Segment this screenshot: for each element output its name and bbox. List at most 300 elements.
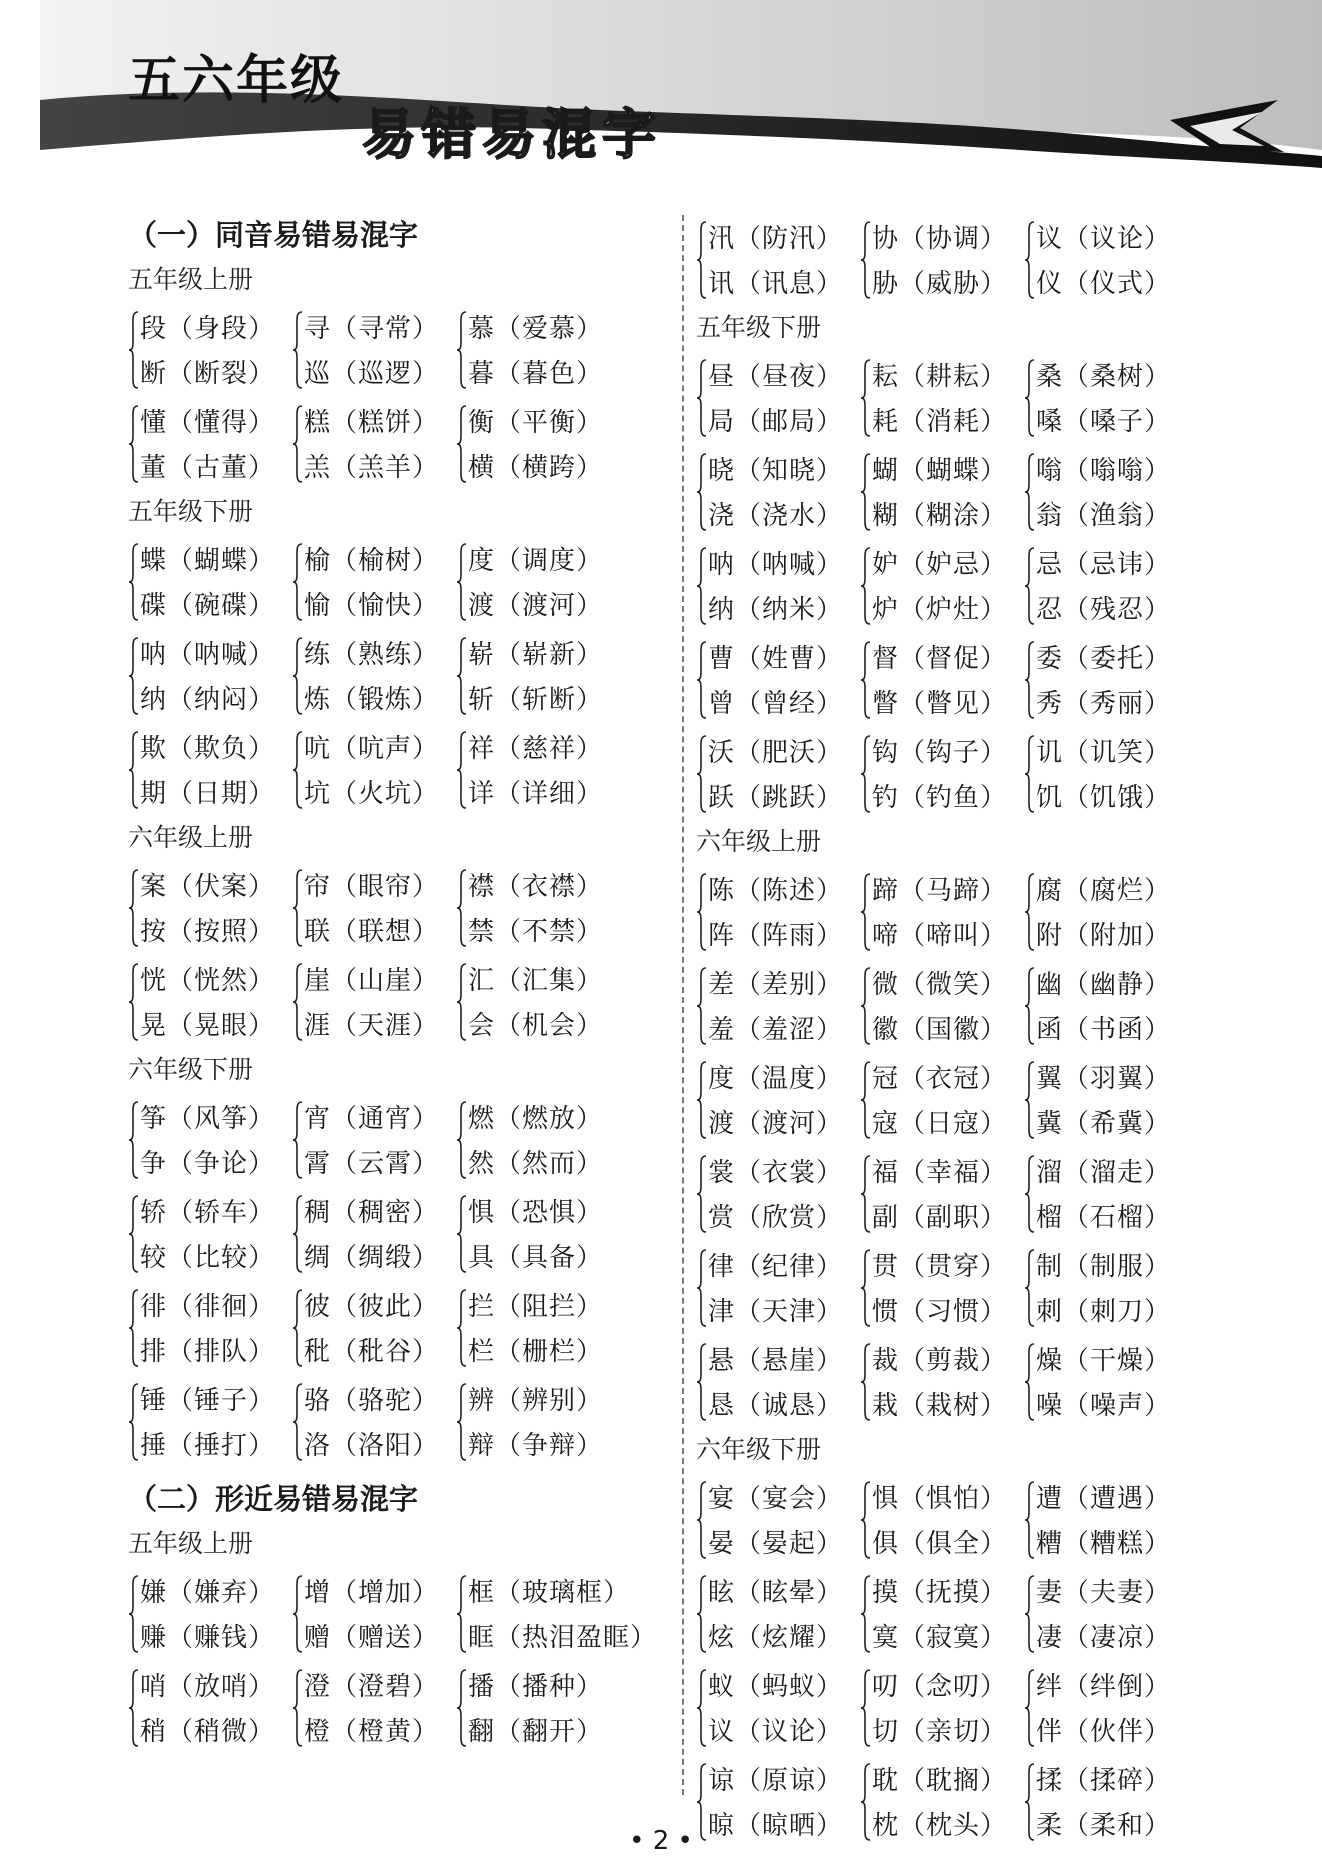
section-similar-shapes [128,1522,668,1754]
word-entry: 蹄（马蹄） [872,876,1008,906]
brace-icon [292,1100,304,1180]
brace-icon [456,1100,468,1180]
brace-icon [456,542,468,622]
brace-icon [696,1668,708,1748]
brace-icon [860,220,872,300]
word-entry: 钓（钓鱼） [872,783,1008,813]
word-entry: 曹（姓曹） [708,644,844,674]
word-entry: 晓（知晓） [708,456,844,486]
word-row [128,1374,668,1468]
word-row [128,1280,668,1374]
word-entry: 溜（溜走） [1036,1158,1172,1188]
word-entry: 栽（栽树） [872,1391,1008,1421]
word-entry: 局（邮局） [708,407,844,437]
brace-icon [1024,1342,1036,1422]
word-entry: 翻（翻开） [468,1717,604,1747]
word-row [696,1566,1296,1660]
word-entry: 跃（跳跃） [708,783,844,813]
brace-icon [456,310,468,390]
word-entry: 秕（秕谷） [304,1337,440,1367]
word-entry: 蝴（蝴蝶） [872,456,1008,486]
word-pair [696,1566,860,1660]
word-pair [1024,1472,1188,1566]
word-entry: 糊（糊涂） [872,501,1008,531]
word-entry: 噪（噪声） [1036,1391,1172,1421]
word-pair [860,1472,1024,1566]
word-entry: 断（断裂） [140,359,276,389]
brace-icon [128,636,140,716]
word-entry: 督（督促） [872,644,1008,674]
grade-heading: 五年级下册 [696,313,822,342]
word-entry: 徽（国徽） [872,1015,1008,1045]
brace-icon [456,730,468,810]
word-entry: 洛（洛阳） [304,1431,440,1461]
word-pair [456,1092,620,1186]
brace-icon [1024,1248,1036,1328]
brace-icon [1024,220,1036,300]
word-entry: 炫（炫耀） [708,1623,844,1653]
word-pair [292,954,456,1048]
word-entry: 裳（衣裳） [708,1158,844,1188]
word-pair [1024,1240,1188,1334]
word-pair [860,538,1024,632]
word-entry: 寇（日寇） [872,1109,1008,1139]
word-entry: 胁（威胁） [872,269,1008,299]
word-pair [292,1280,456,1374]
left-column [128,210,668,1754]
word-entry: 稍（稍微） [140,1717,276,1747]
brace-icon [292,404,304,484]
word-entry: 慕（爱慕） [468,314,604,344]
word-entry: 栏（栅栏） [468,1337,604,1367]
brace-icon [1024,1060,1036,1140]
word-pair [696,1146,860,1240]
word-pair [456,628,620,722]
word-pair [860,350,1024,444]
word-entry: 斩（斩断） [468,685,604,715]
word-entry: 羔（羔羊） [304,453,440,483]
brace-icon [1024,546,1036,626]
word-row [128,1092,668,1186]
word-pair [860,444,1024,538]
word-pair [1024,958,1188,1052]
brace-icon [860,640,872,720]
header-banner [40,0,1322,190]
word-entry: 耘（耕耘） [872,362,1008,392]
word-entry: 禁（不禁） [468,917,604,947]
word-entry: 巡（巡逻） [304,359,440,389]
brace-icon [696,1154,708,1234]
word-entry: 遭（遭遇） [1036,1484,1172,1514]
word-pair [292,1092,456,1186]
word-entry: 妒（妒忌） [872,550,1008,580]
word-entry: 钩（钩子） [872,738,1008,768]
brace-icon [1024,1154,1036,1234]
word-entry: 框（玻璃框） [468,1578,631,1608]
word-pair [456,302,620,396]
word-pair [1024,1566,1188,1660]
word-entry: 嗓（嗓子） [1036,407,1172,437]
word-row [696,958,1296,1052]
brace-icon [696,872,708,952]
word-row [128,860,668,954]
word-pair [696,1660,860,1754]
word-pair [696,864,860,958]
word-entry: 祥（慈祥） [468,734,604,764]
word-entry: 崭（崭新） [468,640,604,670]
word-entry: 差（差别） [708,970,844,1000]
brace-icon [696,452,708,532]
word-entry: 榆（榆树） [304,546,440,576]
word-entry: 吭（吭声） [304,734,440,764]
word-pair [860,1566,1024,1660]
brace-icon [696,640,708,720]
word-entry: 按（按照） [140,917,276,947]
word-entry: 揉（揉碎） [1036,1766,1172,1796]
word-pair [696,1052,860,1146]
word-entry: 骆（骆驼） [304,1386,440,1416]
brace-icon [860,1668,872,1748]
word-pair [456,1186,620,1280]
page-subtitle: 易错易混字 [362,103,662,166]
word-pair [456,860,620,954]
word-entry: 悬（悬崖） [708,1346,844,1376]
word-pair [860,212,1024,306]
word-entry: 崖（山崖） [304,966,440,996]
brace-icon [292,868,304,948]
word-entry: 绊（绊倒） [1036,1672,1172,1702]
word-entry: 播（播种） [468,1672,604,1702]
brace-icon [292,730,304,810]
brace-icon [292,1288,304,1368]
brace-icon [292,1574,304,1654]
word-pair [860,1052,1024,1146]
brace-icon [860,734,872,814]
word-entry: 橙（橙黄） [304,1717,440,1747]
brace-icon [128,1574,140,1654]
word-entry: 排（排队） [140,1337,276,1367]
brace-icon [860,1480,872,1560]
word-entry: 呐（呐喊） [708,550,844,580]
word-entry: 争（争论） [140,1149,276,1179]
word-entry: 津（天津） [708,1297,844,1327]
word-entry: 燃（燃放） [468,1104,604,1134]
word-entry: 练（熟练） [304,640,440,670]
word-entry: 霄（云霄） [304,1149,440,1179]
brace-icon [1024,1480,1036,1560]
word-entry: 会（机会） [468,1011,604,1041]
word-pair [696,350,860,444]
word-entry: 俱（俱全） [872,1529,1008,1559]
brace-icon [456,868,468,948]
word-entry: 仪（仪式） [1036,269,1172,299]
word-entry: 汇（汇集） [468,966,604,996]
word-entry: 耗（消耗） [872,407,1008,437]
word-pair [128,954,292,1048]
word-entry: 衡（平衡） [468,408,604,438]
page-number: • 2 • [629,1826,693,1856]
word-pair [292,860,456,954]
word-pair [860,864,1024,958]
word-row [696,1240,1296,1334]
word-entry: 坑（火坑） [304,779,440,809]
word-pair [128,860,292,954]
brace-icon [696,220,708,300]
word-pair [696,1472,860,1566]
word-pair [1024,1052,1188,1146]
brace-icon [292,310,304,390]
word-entry: 摸（抚摸） [872,1578,1008,1608]
word-entry: 愉（愉快） [304,591,440,621]
word-pair [1024,350,1188,444]
word-entry: 宴（宴会） [708,1484,844,1514]
word-pair [128,1660,292,1754]
word-entry: 捶（捶打） [140,1431,276,1461]
brace-icon [696,1060,708,1140]
word-row [128,722,668,816]
word-pair [1024,1660,1188,1754]
word-row [128,302,668,396]
word-entry: 度（温度） [708,1064,844,1094]
word-entry: 晃（晃眼） [140,1011,276,1041]
word-entry: 碟（碗碟） [140,591,276,621]
word-entry: 浇（浇水） [708,501,844,531]
word-entry: 锤（锤子） [140,1386,276,1416]
word-pair [456,1280,620,1374]
word-entry: 嫌（嫌弃） [140,1578,276,1608]
brace-icon [456,1668,468,1748]
brace-icon [456,1194,468,1274]
right-column [696,212,1296,1848]
word-pair [1024,632,1188,726]
word-row [696,1472,1296,1566]
word-entry: 寻（寻常） [304,314,440,344]
word-entry: 瞥（瞥见） [872,689,1008,719]
word-entry: 宵（通宵） [304,1104,440,1134]
word-entry: 度（调度） [468,546,604,576]
word-pair [696,538,860,632]
grade-heading: 五年级上册 [128,265,254,294]
word-entry: 忍（残忍） [1036,595,1172,625]
word-entry: 横（横跨） [468,453,604,483]
word-entry: 羞（羞涩） [708,1015,844,1045]
word-pair [128,396,292,490]
brace-icon [128,1382,140,1462]
word-entry: 柔（柔和） [1036,1811,1172,1841]
word-pair [696,212,860,306]
word-entry: 冀（希冀） [1036,1109,1172,1139]
brace-icon [456,636,468,716]
grade-heading: 六年级上册 [696,827,822,856]
brace-icon [292,542,304,622]
brace-icon [860,452,872,532]
word-entry: 联（联想） [304,917,440,947]
word-pair [1024,726,1188,820]
word-entry: 董（古董） [140,453,276,483]
brace-icon [860,1248,872,1328]
word-entry: 蝶（蝴蝶） [140,546,276,576]
word-pair [292,396,456,490]
word-entry: 切（亲切） [872,1717,1008,1747]
brace-icon [696,734,708,814]
word-row [696,212,1296,306]
word-entry: 懂（懂得） [140,408,276,438]
continued-rows [696,212,1296,306]
word-pair [1024,538,1188,632]
word-row [128,396,668,490]
word-entry: 恍（恍然） [140,966,276,996]
word-entry: 纳（纳闷） [140,685,276,715]
word-pair [860,726,1024,820]
brace-icon [860,1060,872,1140]
word-entry: 彼（彼此） [304,1292,440,1322]
word-pair [696,1240,860,1334]
brace-icon [696,1480,708,1560]
brace-icon [1024,640,1036,720]
word-entry: 绸（绸缎） [304,1243,440,1273]
word-entry: 翁（渔翁） [1036,501,1172,531]
brace-icon [128,1668,140,1748]
word-entry: 伴（伙伴） [1036,1717,1172,1747]
word-pair [292,302,456,396]
word-pair [292,1186,456,1280]
word-entry: 啼（啼叫） [872,921,1008,951]
word-pair [292,534,456,628]
brace-icon [292,1668,304,1748]
word-entry: 纳（纳米） [708,595,844,625]
word-row [128,954,668,1048]
word-pair [128,1374,292,1468]
column-divider [682,215,684,1795]
word-pair [860,1240,1024,1334]
word-entry: 晏（晏起） [708,1529,844,1559]
word-row [696,538,1296,632]
word-entry: 律（纪律） [708,1252,844,1282]
brace-icon [1024,452,1036,532]
word-entry: 案（伏案） [140,872,276,902]
word-pair [128,534,292,628]
section-title: （一）同音易错易混字 [128,218,419,252]
word-entry: 糟（糟糕） [1036,1529,1172,1559]
brace-icon [456,962,468,1042]
word-pair [860,958,1024,1052]
brace-icon [860,1154,872,1234]
brace-icon [860,546,872,626]
word-entry: 榴（石榴） [1036,1203,1172,1233]
word-entry: 襟（衣襟） [468,872,604,902]
word-entry: 段（身段） [140,314,276,344]
word-entry: 欺（欺负） [140,734,276,764]
word-entry: 谅（原谅） [708,1766,844,1796]
word-pair [456,1660,620,1754]
word-entry: 议（议论） [708,1717,844,1747]
section-title: （二）形近易错易混字 [128,1482,419,1516]
word-entry: 函（书函） [1036,1015,1172,1045]
word-row [128,1566,668,1660]
word-entry: 汛（防汛） [708,224,844,254]
word-pair [860,632,1024,726]
word-entry: 惧（恐惧） [468,1198,604,1228]
brace-icon [292,1382,304,1462]
word-entry: 裁（剪裁） [872,1346,1008,1376]
word-pair [696,726,860,820]
brace-icon [1024,872,1036,952]
word-pair [860,1660,1024,1754]
word-entry: 辨（辨别） [468,1386,604,1416]
word-entry: 饥（饥饿） [1036,783,1172,813]
word-entry: 惯（习惯） [872,1297,1008,1327]
word-pair [128,722,292,816]
word-entry: 糕（糕饼） [304,408,440,438]
word-pair [1024,444,1188,538]
word-entry: 忌（忌讳） [1036,550,1172,580]
word-pair [292,1660,456,1754]
word-entry: 陈（陈述） [708,876,844,906]
word-pair [456,534,620,628]
word-entry: 凄（凄凉） [1036,1623,1172,1653]
brace-icon [128,1288,140,1368]
brace-icon [128,404,140,484]
word-pair [128,1280,292,1374]
word-entry: 然（然而） [468,1149,604,1179]
word-entry: 赠（赠送） [304,1623,440,1653]
brace-icon [128,310,140,390]
word-pair [128,1566,292,1660]
brace-icon [696,1574,708,1654]
word-pair [456,396,620,490]
word-pair [1024,864,1188,958]
word-pair [860,1146,1024,1240]
word-row [128,1660,668,1754]
page-title: 五六年级 [128,51,345,111]
word-entry: 沃（肥沃） [708,738,844,768]
word-pair [456,1374,620,1468]
word-entry: 较（比较） [140,1243,276,1273]
word-entry: 辩（争辩） [468,1431,604,1461]
word-entry: 期（日期） [140,779,276,809]
word-pair [696,444,860,538]
word-entry: 哨（放哨） [140,1672,276,1702]
word-entry: 澄（澄碧） [304,1672,440,1702]
word-entry: 燥（干燥） [1036,1346,1172,1376]
word-entry: 耽（耽搁） [872,1766,1008,1796]
word-pair [292,1374,456,1468]
brace-icon [1024,1574,1036,1654]
word-row [696,632,1296,726]
section-homophones [128,258,668,1468]
word-entry: 眶（热泪盈眶） [468,1623,658,1653]
word-entry: 叨（念叨） [872,1672,1008,1702]
brace-icon [456,1288,468,1368]
brace-icon [292,636,304,716]
brace-icon [696,966,708,1046]
word-entry: 议（议论） [1036,224,1172,254]
grade-heading: 六年级下册 [128,1055,254,1084]
word-entry: 枕（枕头） [872,1811,1008,1841]
word-entry: 帘（眼帘） [304,872,440,902]
word-entry: 腐（腐烂） [1036,876,1172,906]
word-entry: 桑（桑树） [1036,362,1172,392]
word-entry: 拦（阻拦） [468,1292,604,1322]
word-entry: 暮（暮色） [468,359,604,389]
brace-icon [128,542,140,622]
word-entry: 晾（晾晒） [708,1811,844,1841]
word-entry: 渡（渡河） [468,591,604,621]
brace-icon [860,358,872,438]
brace-icon [1024,966,1036,1046]
word-entry: 昼（昼夜） [708,362,844,392]
word-entry: 副（副职） [872,1203,1008,1233]
